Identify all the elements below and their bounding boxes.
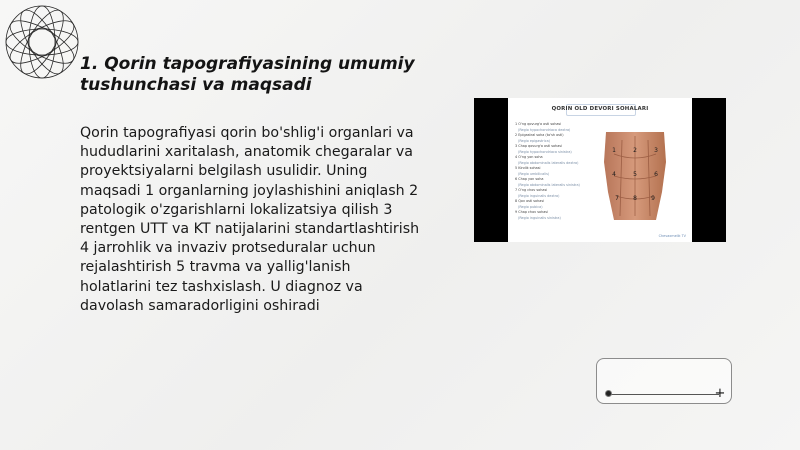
- progress-track[interactable]: [609, 394, 719, 395]
- region-number: 4: [612, 171, 616, 178]
- list-item: 1 O'ng qovurg'a osti sohasi: [515, 122, 562, 126]
- list-item: (Regio abdominalis lateralis sinistra): [518, 182, 580, 187]
- region-list: [515, 122, 591, 221]
- record-dot-icon[interactable]: [605, 390, 612, 397]
- region-number: 5: [633, 171, 637, 178]
- region-number: 8: [633, 195, 637, 202]
- list-item: 4 O'ng yon soha: [515, 155, 543, 159]
- image-footer: Chevaxmelik TV: [658, 234, 686, 238]
- list-item: (Regio abdominalis lateralis dextra): [518, 160, 579, 165]
- list-item: (Regio hypochondriaca sinistra): [518, 149, 572, 154]
- slide-title: 1. Qorin tapografiyasining umumiy tushunchasi va maqsadi: [80, 54, 415, 95]
- list-item: 8 Qov osti sohasi: [515, 199, 545, 203]
- list-item: 5 Kindik sohasi: [515, 166, 541, 170]
- image-title: QORIN OLD DEVORI SOHALARI: [551, 106, 649, 112]
- abdomen-torso-illustration: [600, 132, 670, 220]
- anatomy-image: [474, 98, 726, 242]
- decorative-circle-pattern-icon: [4, 4, 80, 80]
- list-item: 2 Epigastral soha (to'sh osti): [515, 133, 564, 137]
- slide-body-text: Qorin tapografiyasi qorin bo'shlig'i organlari va hududlarini xaritalash, anatomik chegaralar va proyektsiyalarni belgilash usulidir. Uning maqsadi 1 organlarning joylashishini aniqlash 2 patologik o'zgarishlarni lokalizatsiya qilish 3 rentgen UTT va KT natijalarini standartlashtirish 4 jarrohlik va invaziv protseduralar uchun rejalashtirish 5 travma va yallig'lanish holatlarini tez tashxislash. U diagnoz va davolash samaradorligini oshiradi: [80, 125, 420, 314]
- list-item: (Regio pubica): [518, 204, 543, 209]
- media-player-control[interactable]: [596, 358, 732, 404]
- plus-icon[interactable]: +: [714, 386, 726, 401]
- list-item: (Regio hypochondriaca dextra): [518, 127, 571, 132]
- anatomy-image-content: [508, 98, 692, 242]
- region-number: 1: [612, 147, 616, 154]
- list-item: 9 Chap chov sohasi: [515, 210, 549, 214]
- region-number: 6: [654, 171, 658, 178]
- list-item: 3 Chap qovurg'a osti sohasi: [515, 144, 562, 148]
- region-number: 7: [615, 195, 619, 202]
- region-number: 2: [633, 147, 637, 154]
- list-item: 6 Chap yon soha: [515, 177, 544, 181]
- region-number: 9: [651, 195, 655, 202]
- list-item: 7 O'ng chov sohasi: [515, 188, 548, 192]
- list-item: (Regio epigastrica): [518, 138, 550, 143]
- list-item: (Regio inguinalis dextra): [518, 193, 560, 198]
- list-item: (Regio umbilicalis): [518, 171, 550, 176]
- list-item: (Regio inguinalis sinistra): [518, 215, 561, 220]
- region-number: 3: [654, 147, 658, 154]
